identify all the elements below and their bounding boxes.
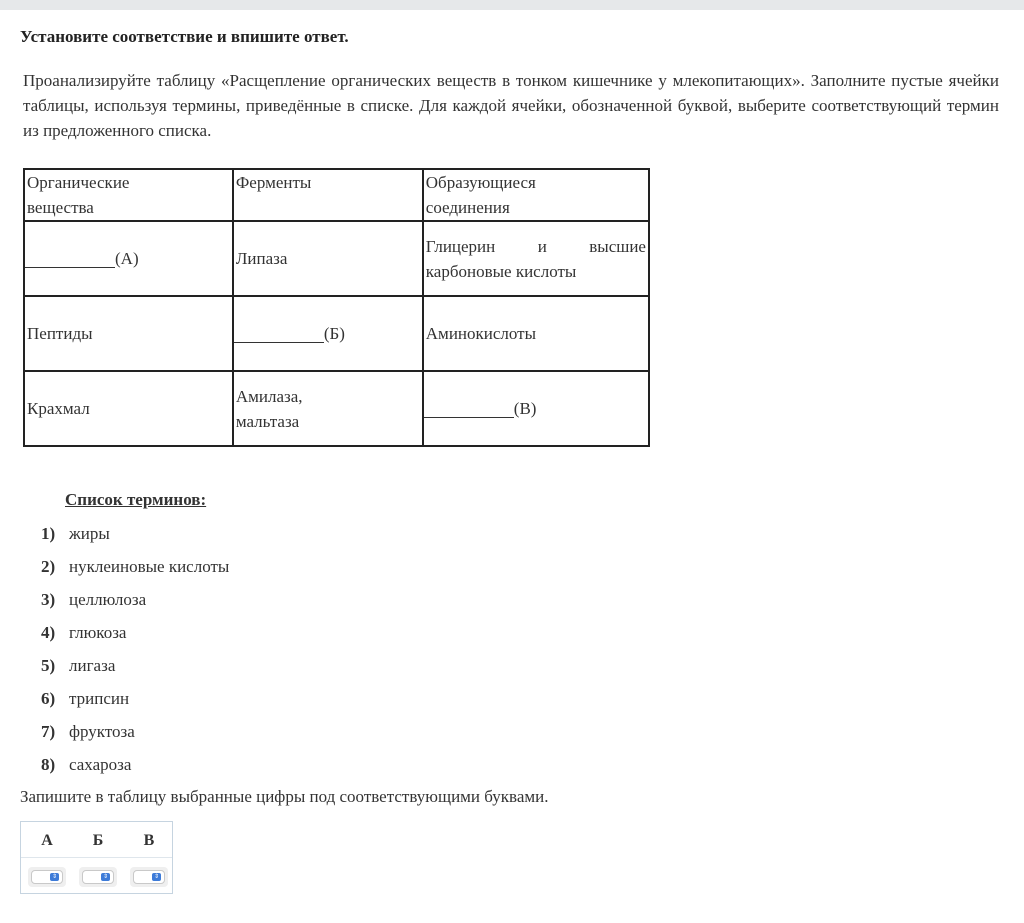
answer-header-v: В [143,832,155,849]
table-header-row [24,169,649,221]
answer-select-a[interactable] [28,867,66,887]
answer-divider [21,857,172,858]
list-item: 3) целлюлоза [41,590,147,609]
table-row [24,296,649,371]
task-description: Проанализируйте таблицу «Расщепление органических веществ в тонком кишечнике у млекопитающих». Заполните пустые ячейки таблицы, используя термины, приведённые в списке. Для каждой ячейки, обозначенной буквой, выберите соответствующий термин из предложенного списка. [23,71,999,140]
cell-peptides: Пептиды [24,296,233,371]
write-instruction: Запишите в таблицу выбранные цифры под соответствующими буквами. [20,787,549,806]
task-title: Установите соответствие и впишите ответ. [20,27,349,46]
cell-lipase: Липаза [233,221,423,296]
select-arrows-icon: ⇕ [51,873,58,880]
answer-table [20,821,173,894]
cell-blank-a: (А) [24,221,233,296]
list-item: 8) сахароза [41,755,132,774]
blank-line [234,324,324,343]
list-item: 1) жиры [41,524,110,543]
cell-starch: Крахмал [24,371,233,446]
header-products: Образующиеся соединения [423,169,649,221]
top-strip [0,0,1024,10]
answer-header-b: Б [92,832,104,849]
header-enzymes: Ферменты [233,169,423,221]
answer-select-b[interactable] [79,867,117,887]
table-row [24,221,649,296]
answer-select-v[interactable] [130,867,168,887]
cell-glycerol: Глицерин и высшие карбоновые кислоты [423,221,649,296]
list-item: 4) глюкоза [41,623,127,642]
cell-blank-v: (В) [423,371,649,446]
cell-amino-acids: Аминокислоты [423,296,649,371]
terms-title: Список терминов: [65,490,207,509]
list-item: 6) трипсин [41,689,130,708]
cell-amylase: Амилаза, мальтаза [233,371,423,446]
table-row [24,371,649,446]
select-arrows-icon: ⇕ [102,873,109,880]
select-arrows-icon: ⇕ [153,873,160,880]
list-item: 2) нуклеиновые кислоты [41,557,230,576]
blank-line [25,249,115,268]
cell-blank-b: (Б) [233,296,423,371]
answer-header-a: А [41,832,53,849]
blank-line [424,399,514,418]
digestion-table [23,168,650,447]
list-item: 7) фруктоза [41,722,135,741]
list-item: 5) лигаза [41,656,116,675]
header-organic-substances: Органические вещества [24,169,233,221]
